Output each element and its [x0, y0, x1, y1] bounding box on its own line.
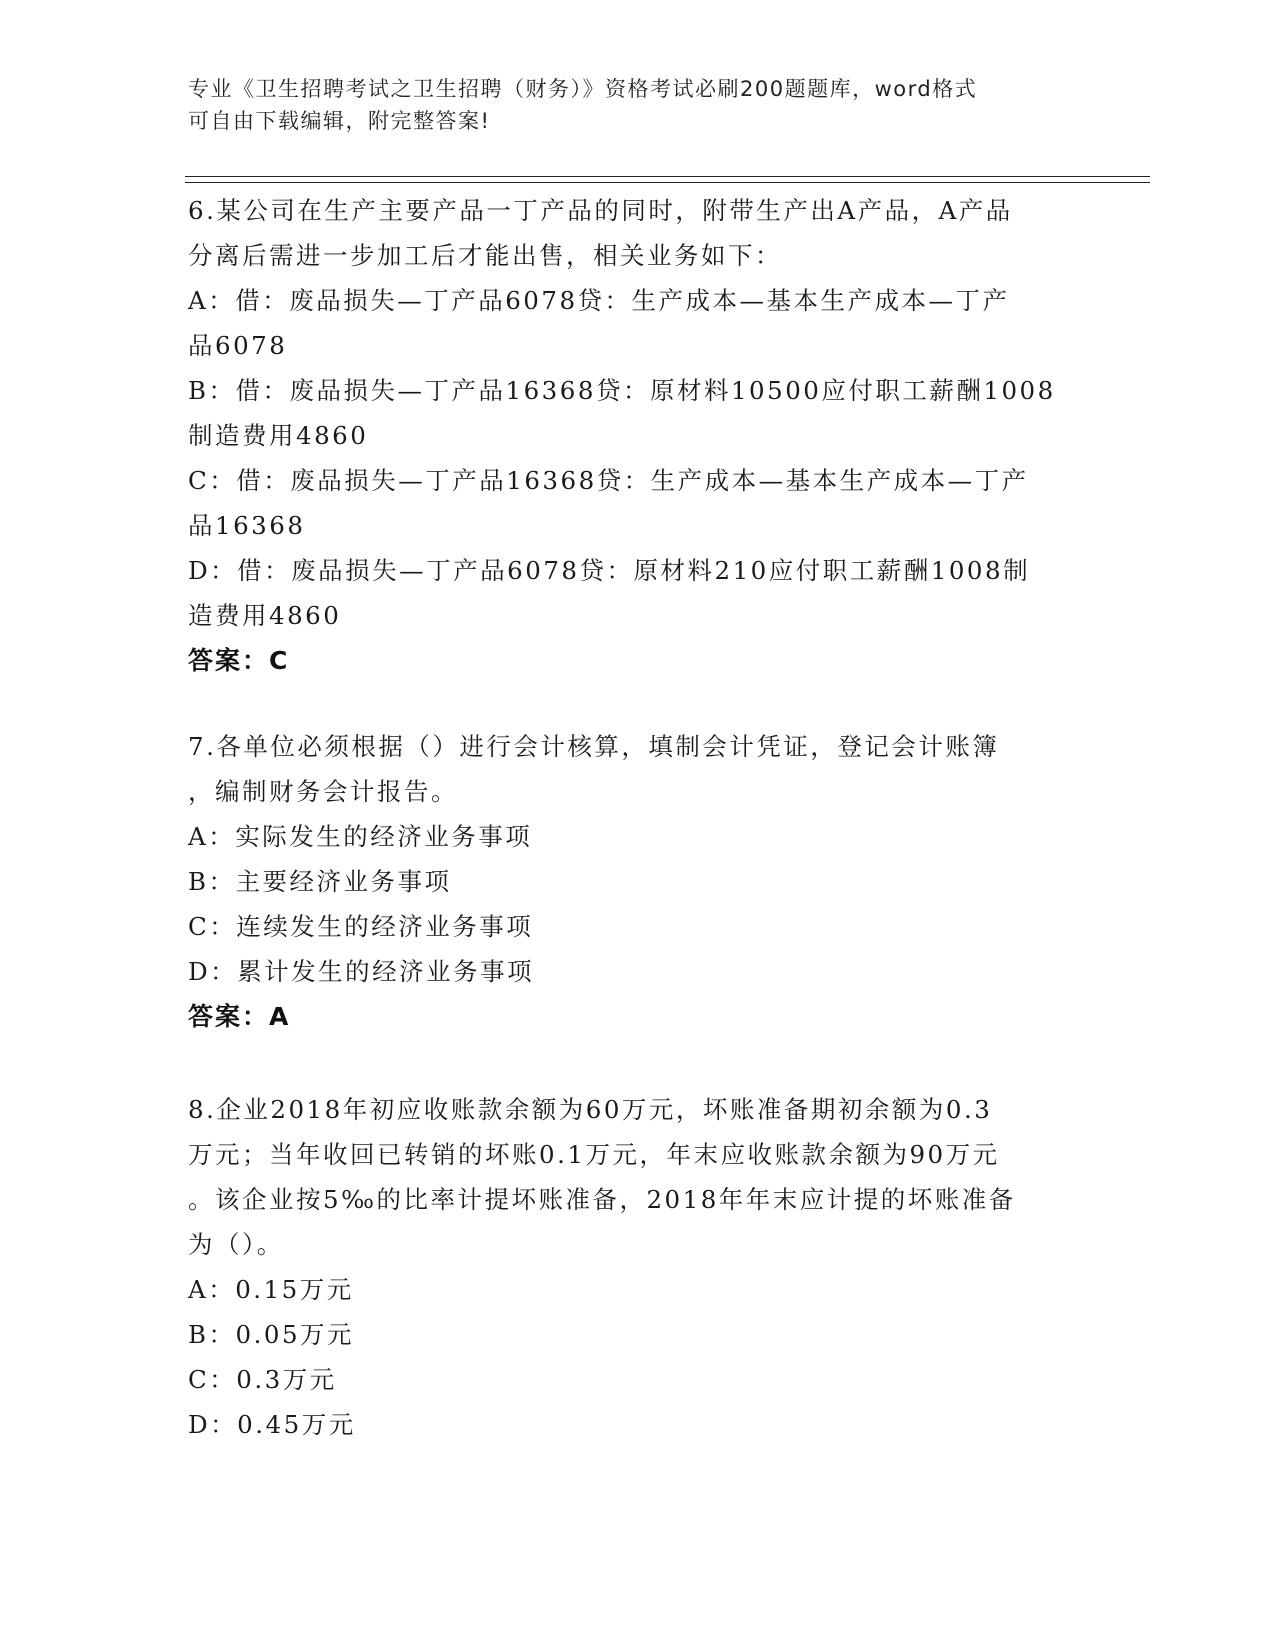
header-divider — [185, 176, 1150, 177]
option-line: C：0.3万元 — [188, 1365, 337, 1394]
question-7 — [188, 724, 1088, 1039]
option-line: D：累计发生的经济业务事项 — [188, 957, 535, 986]
option-line: C：连续发生的经济业务事项 — [188, 912, 534, 941]
document-header — [188, 73, 1088, 137]
option-line: A：借：废品损失—丁产品6078贷：生产成本—基本生产成本—丁产 — [188, 286, 1010, 315]
option-line: A：0.15万元 — [188, 1275, 354, 1304]
question-6 — [188, 188, 1088, 683]
option-line: B：主要经济业务事项 — [188, 867, 452, 896]
answer-label: 答案：A — [188, 1002, 291, 1031]
question-8 — [188, 1087, 1088, 1447]
option-line: 品6078 — [188, 331, 288, 360]
question-stem-line: 万元；当年收回已转销的坏账0.1万元，年末应收账款余额为90万元 — [188, 1140, 1000, 1169]
option-line: 品16368 — [188, 511, 306, 540]
option-line: B：借：废品损失—丁产品16368贷：原材料10500应付职工薪酬1008 — [188, 376, 1056, 405]
question-stem-line: ，编制财务会计报告。 — [188, 777, 458, 806]
option-line: 造费用4860 — [188, 601, 342, 630]
option-line: D：借：废品损失—丁产品6078贷：原材料210应付职工薪酬1008制 — [188, 556, 1031, 585]
option-line: 制造费用4860 — [188, 421, 369, 450]
header-line: 可自由下载编辑，附完整答案! — [188, 109, 491, 133]
question-stem-line: 7.各单位必须根据（）进行会计核算，填制会计凭证，登记会计账簿 — [188, 732, 1000, 761]
option-line: A：实际发生的经济业务事项 — [188, 822, 533, 851]
option-line: C：借：废品损失—丁产品16368贷：生产成本—基本生产成本—丁产 — [188, 466, 1029, 495]
question-stem-line: 6.某公司在生产主要产品一丁产品的同时，附带生产出A产品，A产品 — [188, 196, 1013, 225]
question-stem-line: 。该企业按5‰的比率计提坏账准备，2018年年末应计提的坏账准备 — [188, 1185, 1016, 1214]
question-stem-line: 8.企业2018年初应收账款余额为60万元，坏账准备期初余额为0.3 — [188, 1095, 993, 1124]
option-line: B：0.05万元 — [188, 1320, 355, 1349]
header-divider — [185, 182, 1150, 183]
question-stem-line: 为（）。 — [188, 1230, 284, 1259]
answer-label: 答案：C — [188, 646, 290, 675]
option-line: D：0.45万元 — [188, 1410, 356, 1439]
question-stem-line: 分离后需进一步加工后才能出售，相关业务如下： — [188, 241, 782, 270]
header-line: 专业《卫生招聘考试之卫生招聘（财务）》资格考试必刷200题题库，word格式 — [188, 77, 978, 101]
